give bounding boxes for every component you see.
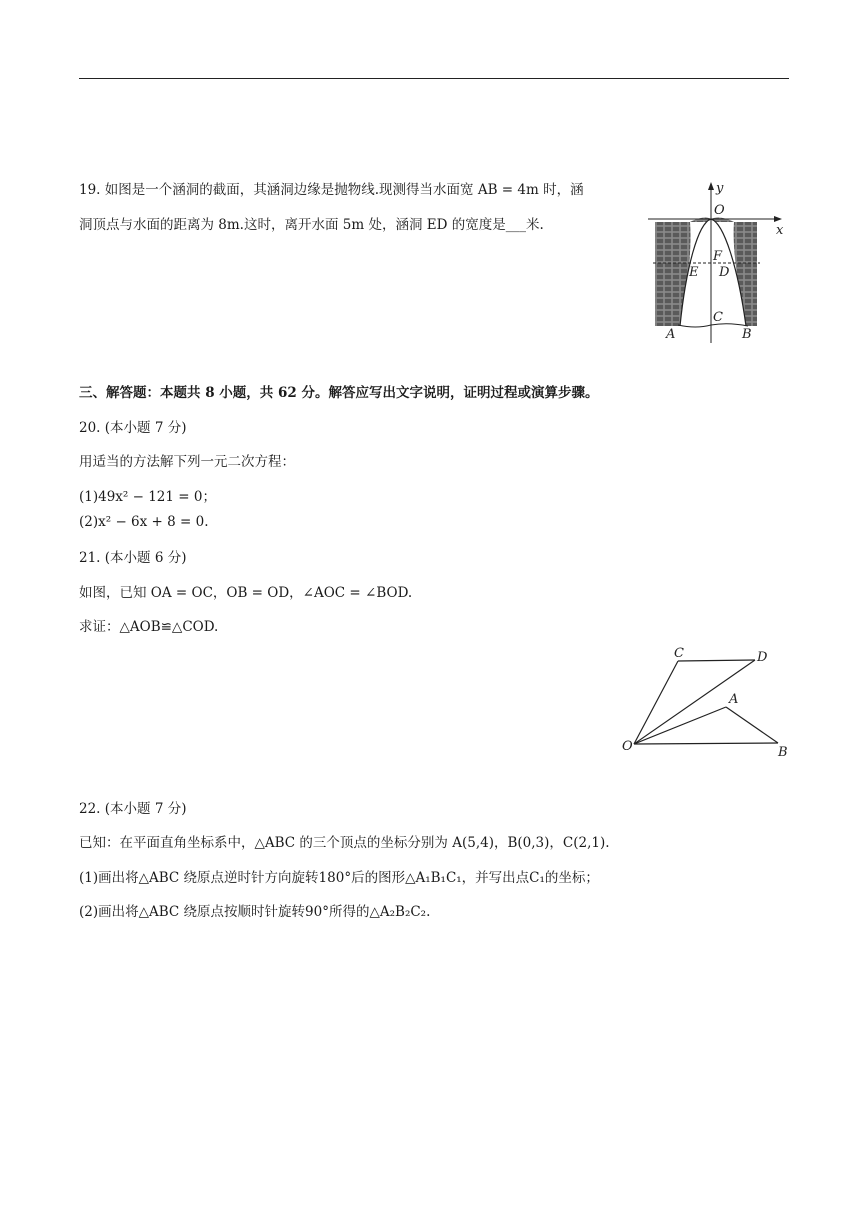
seg-AB [726, 707, 778, 743]
label-B: B [778, 745, 788, 760]
label-F: F [713, 249, 723, 264]
q19-line1: 19. 如图是一个涵洞的截面，其涵洞边缘是抛物线.现测得当水面宽 AB = 4m 时，涵 [79, 182, 584, 198]
label-A: A [666, 327, 676, 342]
label-O: O [714, 203, 725, 218]
q21-given: 如图，已知 OA = OC，OB = OD，∠AOC = ∠BOD. [79, 585, 413, 601]
x-arrow [774, 216, 782, 222]
q20-intro: 用适当的方法解下列一元二次方程： [79, 454, 295, 470]
section-heading: 三、解答题：本题共 8 小题，共 62 分。解答应写出文字说明，证明过程或演算步骤。 [79, 385, 599, 401]
q21-title: 21. (本小题 6 分) [79, 550, 187, 566]
q22-given: 已知：在平面直角坐标系中，△ABC 的三个顶点的坐标分别为 A(5,4)，B(0,3)，C(2,1). [79, 835, 610, 851]
y-arrow [708, 182, 714, 190]
q20-title: 20. (本小题 7 分) [79, 420, 187, 436]
seg-CD [678, 660, 755, 661]
label-x: x [776, 223, 784, 238]
label-C: C [713, 310, 723, 325]
q21-prove: 求证：△AOB≌△COD. [79, 619, 219, 635]
label-D: D [757, 650, 768, 665]
q22-item2: (2)画出将△ABC 绕原点按顺时针旋转90°所得的△A₂B₂C₂. [79, 904, 431, 920]
label-y: y [716, 181, 724, 196]
q20-item2: (2)x² − 6x + 8 = 0. [79, 514, 209, 530]
label-C: C [674, 646, 684, 661]
label-D: D [719, 265, 730, 280]
label-E: E [689, 265, 699, 280]
q22-item1: (1)画出将△ABC 绕原点逆时针方向旋转180°后的图形△A₁B₁C₁，并写出点C₁的坐标； [79, 870, 599, 886]
triangle-figure [618, 640, 798, 765]
culvert-figure [648, 178, 793, 343]
seg-OC [634, 661, 678, 744]
q19-line2: 洞顶点与水面的距离为 8m.这时，离开水面 5m 处，涵洞 ED 的宽度是___米. [79, 217, 544, 233]
label-A: A [729, 692, 739, 707]
label-O: O [622, 739, 633, 754]
q22-title: 22. (本小题 7 分) [79, 801, 187, 817]
q20-item1: (1)49x² − 121 = 0； [79, 489, 216, 505]
label-B: B [742, 327, 752, 342]
header-rule [79, 78, 789, 79]
seg-OB [634, 743, 778, 744]
